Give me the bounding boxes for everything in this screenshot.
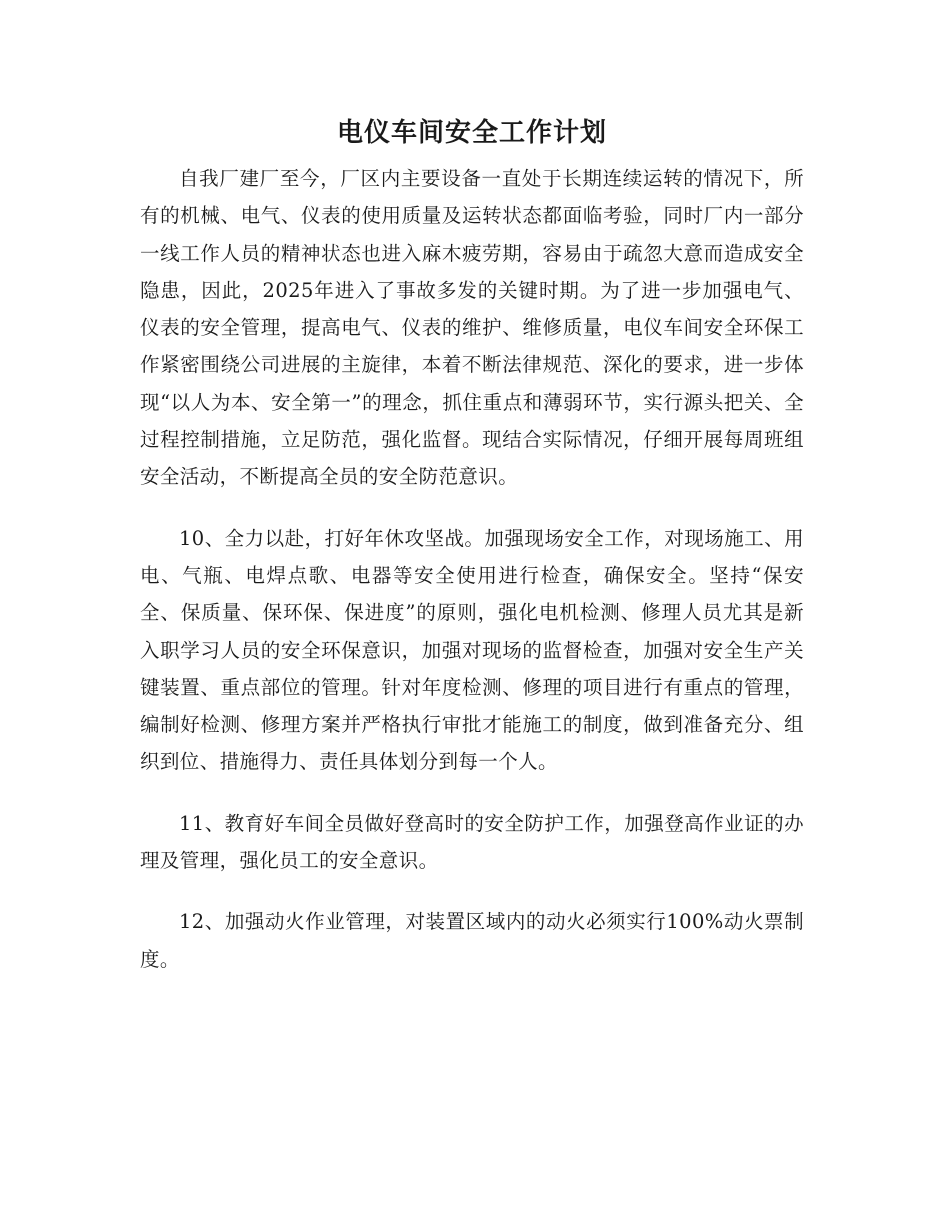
paragraph-item-10: 10、全力以赴，打好年休攻坚战。加强现场安全工作，对现场施工、用电、气瓶、电焊点歌、电器等安全使用进行检查，确保安全。坚持“保安全、保质量、保环保、保进度”的原则，强化电机检测、修理人员尤其是新入职学习人员的安全环保意识，加强对现场的监督检查，加强对安全生产关键装置、重点部位的管理。针对年度检测、修理的项目进行有重点的管理，编制好检测、修理方案并严格执行审批才能施工的制度，做到准备充分、组织到位、措施得力、责任具体划分到每一个人。 bbox=[140, 526, 804, 774]
document-title: 电仪车间安全工作计划 bbox=[336, 118, 607, 148]
paragraph-intro: 自我厂建厂至今，厂区内主要设备一直处于长期连续运转的情况下，所有的机械、电气、仪表的使用质量及运转状态都面临考验，同时厂内一部分一线工作人员的精神状态也进入麻木疲劳期，容易由于疏忽大意而造成安全隐患，因此，2025年进入了事故多发的关键时期。为了进一步加强电气、仪表的安全管理，提高电气、仪表的维护、维修质量，电仪车间安全环保工作紧密围绕公司进展的主旋律，本着不断法律规范、深化的要求，进一步体现“以人为本、安全第一”的理念，抓住重点和薄弱环节，实行源头把关、全过程控制措施，立足防范，强化监督。现结合实际情况，仔细开展每周班组安全活动，不断提高全员的安全防范意识。 bbox=[140, 167, 804, 489]
paragraph-item-12: 12、加强动火作业管理，对装置区域内的动火必须实行100%动火票制度。 bbox=[140, 910, 804, 971]
document-page bbox=[140, 112, 804, 1002]
paragraph-item-11: 11、教育好车间全员做好登高时的安全防护工作，加强登高作业证的办理及管理，强化员工的安全意识。 bbox=[140, 811, 804, 873]
